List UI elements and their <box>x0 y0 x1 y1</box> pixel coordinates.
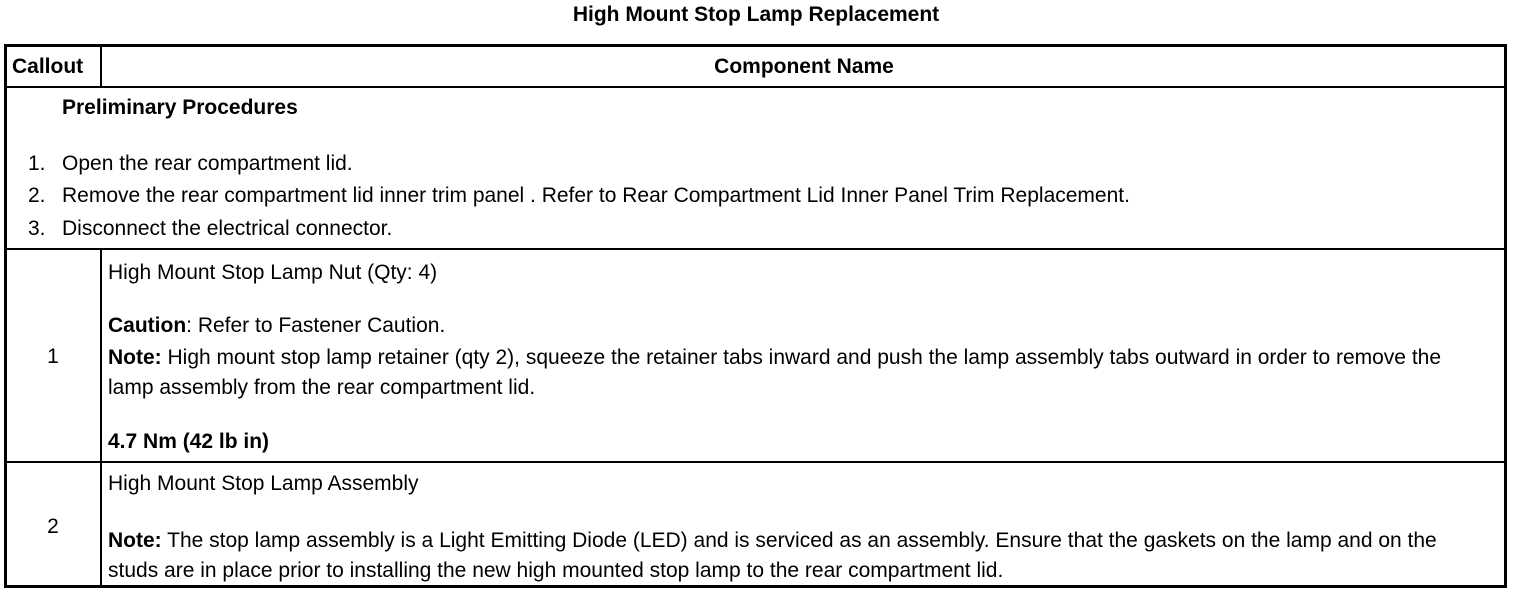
note-text: High mount stop lamp retainer (qty 2), squeeze the retainer tabs inward and push the lamp assembly tabs outward in order to remove the lamp assembly from the rear compartment lid. <box>108 346 1442 399</box>
header-divider <box>4 86 1507 88</box>
preliminary-heading: Preliminary Procedures <box>62 96 298 119</box>
step-text: Open the rear compartment lid. <box>62 152 353 175</box>
page-title: High Mount Stop Lamp Replacement <box>572 3 940 26</box>
note-paragraph <box>108 526 1483 586</box>
note-label: Note: <box>108 346 162 369</box>
header-component-name: Component Name <box>714 55 894 78</box>
row-divider <box>4 461 1507 463</box>
note-text: The stop lamp assembly is a Light Emitting Diode (LED) and is serviced as an assembly. Ensure that the gaskets on the lamp and on the studs are in place prior to installing the new high mounted stop lamp to the rear compartment lid. <box>108 529 1437 582</box>
callout-number: 2 <box>47 515 59 538</box>
component-name: High Mount Stop Lamp Assembly <box>108 472 419 495</box>
step-text: Disconnect the electrical connector. <box>62 217 393 240</box>
caution-line <box>108 313 445 339</box>
note-paragraph <box>108 343 1483 403</box>
caution-text: : Refer to Fastener Caution. <box>186 314 446 337</box>
torque-spec: 4.7 Nm (42 lb in) <box>108 430 270 453</box>
step-text: Remove the rear compartment lid inner trim panel . Refer to Rear Compartment Lid Inner Panel Trim Replacement. <box>62 184 1130 207</box>
step-number: 1. <box>28 152 46 175</box>
callout-number: 1 <box>47 345 59 368</box>
header-callout: Callout <box>12 55 84 78</box>
caution-label: Caution <box>108 314 187 337</box>
column-divider <box>100 248 102 588</box>
component-name: High Mount Stop Lamp Nut (Qty: 4) <box>108 261 438 284</box>
step-number: 3. <box>28 217 46 240</box>
note-label: Note: <box>108 529 162 552</box>
preliminary-divider <box>4 248 1507 250</box>
step-number: 2. <box>28 184 46 207</box>
